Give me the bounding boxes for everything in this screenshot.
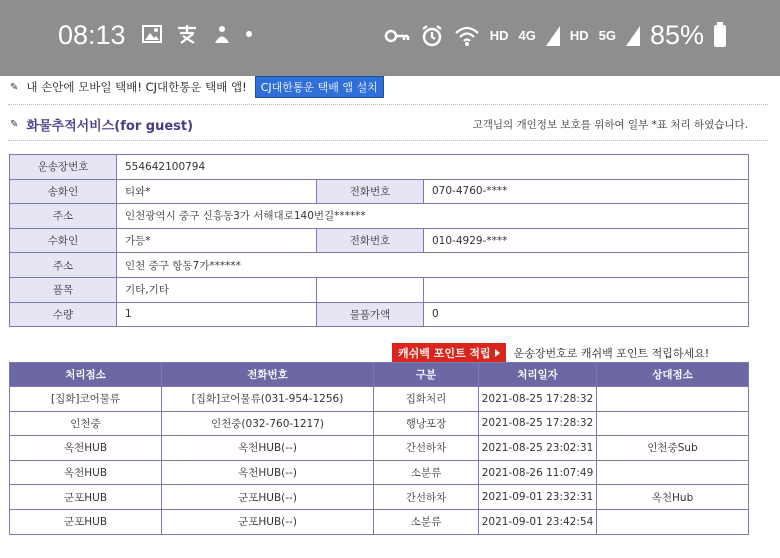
table-row: [10, 460, 749, 485]
receiver-address: 인천 중구 항동7가******: [117, 253, 749, 278]
empty-cell: [424, 277, 749, 302]
column-header: 상대점소: [597, 363, 749, 387]
clock: 08:13: [58, 20, 126, 50]
quantity-value: 1: [117, 302, 317, 327]
page-title: 화물추적서비스(for guest): [26, 119, 194, 134]
signal-icon: [546, 26, 560, 46]
table-cell: 간선하차: [374, 436, 479, 461]
table-cell: 군포HUB(--): [162, 485, 374, 510]
system-icons: [384, 20, 726, 51]
table-cell: 옥천HUB(--): [162, 460, 374, 485]
sender-phone-label: 전화번호: [317, 179, 424, 204]
column-header: 전화번호: [162, 363, 374, 387]
pay-app-icon: [176, 24, 198, 44]
table-cell: 인천중Sub: [597, 436, 749, 461]
table-cell: [597, 460, 749, 485]
table-row: [10, 485, 749, 510]
table-row: [10, 509, 749, 534]
sender-address-label: 주소: [10, 204, 117, 229]
install-app-button[interactable]: CJ대한통운 택배 앱 설치: [255, 76, 384, 98]
sender-address: 인천광역시 중구 신흥동3가 서해대로140번길******: [117, 204, 749, 229]
table-cell: [597, 387, 749, 412]
arrow-right-icon: [495, 349, 500, 357]
tracking-number-label: 운송장번호: [10, 155, 117, 180]
table-cell: 인천중: [10, 411, 162, 436]
receiver-label: 수화인: [10, 228, 117, 253]
declared-value-label: 물품가액: [317, 302, 424, 327]
table-cell: 군포HUB: [10, 509, 162, 534]
pencil-icon: ✎: [10, 119, 19, 130]
wifi-icon: [454, 25, 480, 47]
pencil-icon: ✎: [10, 81, 19, 93]
status-bar: [0, 0, 780, 76]
network-5g-label: 5G: [598, 28, 616, 43]
table-row: [10, 411, 749, 436]
signal-icon-2: [626, 26, 640, 46]
table-cell: 옥천Hub: [597, 485, 749, 510]
cashback-button[interactable]: [392, 343, 506, 363]
promo-text: 내 손안에 모바일 택배! CJ대한통운 택배 앱!: [26, 80, 247, 94]
battery-icon: [714, 25, 726, 47]
sender-label: 송화인: [10, 179, 117, 204]
table-cell: 2021-08-26 11:07:49: [479, 460, 597, 485]
item-label: 품목: [10, 277, 117, 302]
more-notifications-icon: [246, 31, 252, 37]
table-cell: 집화처리: [374, 387, 479, 412]
tracking-history-table: [9, 362, 749, 535]
table-cell: [집화]코어물류(031-954-1256): [162, 387, 374, 412]
table-cell: 군포HUB(--): [162, 509, 374, 534]
item-value: 기타,기타: [117, 277, 317, 302]
table-cell: 2021-09-01 23:42:54: [479, 509, 597, 534]
receiver-address-label: 주소: [10, 253, 117, 278]
table-cell: 2021-08-25 23:02:31: [479, 436, 597, 461]
table-cell: [597, 411, 749, 436]
table-cell: 소분류: [374, 509, 479, 534]
quantity-label: 수량: [10, 302, 117, 327]
table-cell: 군포HUB: [10, 485, 162, 510]
table-cell: 2021-08-25 17:28:32: [479, 387, 597, 412]
table-cell: 2021-08-25 17:28:32: [479, 411, 597, 436]
table-cell: 옥천HUB: [10, 436, 162, 461]
table-cell: 소분류: [374, 460, 479, 485]
shipment-info-table: [9, 154, 749, 327]
column-header: 처리일자: [479, 363, 597, 387]
tracking-number: 554642100794: [117, 155, 749, 180]
table-cell: 옥천HUB(--): [162, 436, 374, 461]
section-header: [10, 115, 193, 134]
table-row: [10, 387, 749, 412]
column-header: 구분: [374, 363, 479, 387]
network-hd-label-2: HD: [569, 28, 589, 43]
table-cell: 인천중(032-760-1217): [162, 411, 374, 436]
declared-value: 0: [424, 302, 749, 327]
privacy-note: 고객님의 개인정보 보호를 위하여 일부 *표 처리 하였습니다.: [472, 119, 748, 131]
table-cell: 간선하차: [374, 485, 479, 510]
table-cell: [집화]코어물류: [10, 387, 162, 412]
table-row: [10, 436, 749, 461]
cashback-text: 운송장번호로 캐쉬백 포인트 적립하세요!: [513, 347, 710, 360]
gallery-icon: [142, 25, 162, 43]
receiver-phone-label: 전화번호: [317, 228, 424, 253]
table-cell: [597, 509, 749, 534]
network-hd-label: HD: [489, 28, 509, 43]
notification-icons: [142, 24, 252, 44]
promo-banner: [10, 76, 384, 98]
network-4g-label: 4G: [518, 28, 536, 43]
sender-phone: 070-4760-****: [424, 179, 749, 204]
key-icon: [384, 28, 410, 44]
table-cell: 2021-09-01 23:32:31: [479, 485, 597, 510]
divider: [8, 140, 768, 141]
receiver-phone: 010-4929-****: [424, 228, 749, 253]
alarm-icon: [420, 24, 444, 48]
table-cell: 옥천HUB: [10, 460, 162, 485]
sender-name: 티와*: [117, 179, 317, 204]
receiver-name: 가등*: [117, 228, 317, 253]
table-cell: 행낭포장: [374, 411, 479, 436]
cashback-button-label: 캐쉬백 포인트 적립: [398, 347, 491, 360]
battery-percent: 85%: [649, 20, 704, 50]
empty-cell: [317, 277, 424, 302]
column-header: 처리점소: [10, 363, 162, 387]
app-notification-icon: [212, 24, 232, 44]
divider: [8, 104, 768, 105]
cashback-row: [392, 343, 709, 363]
